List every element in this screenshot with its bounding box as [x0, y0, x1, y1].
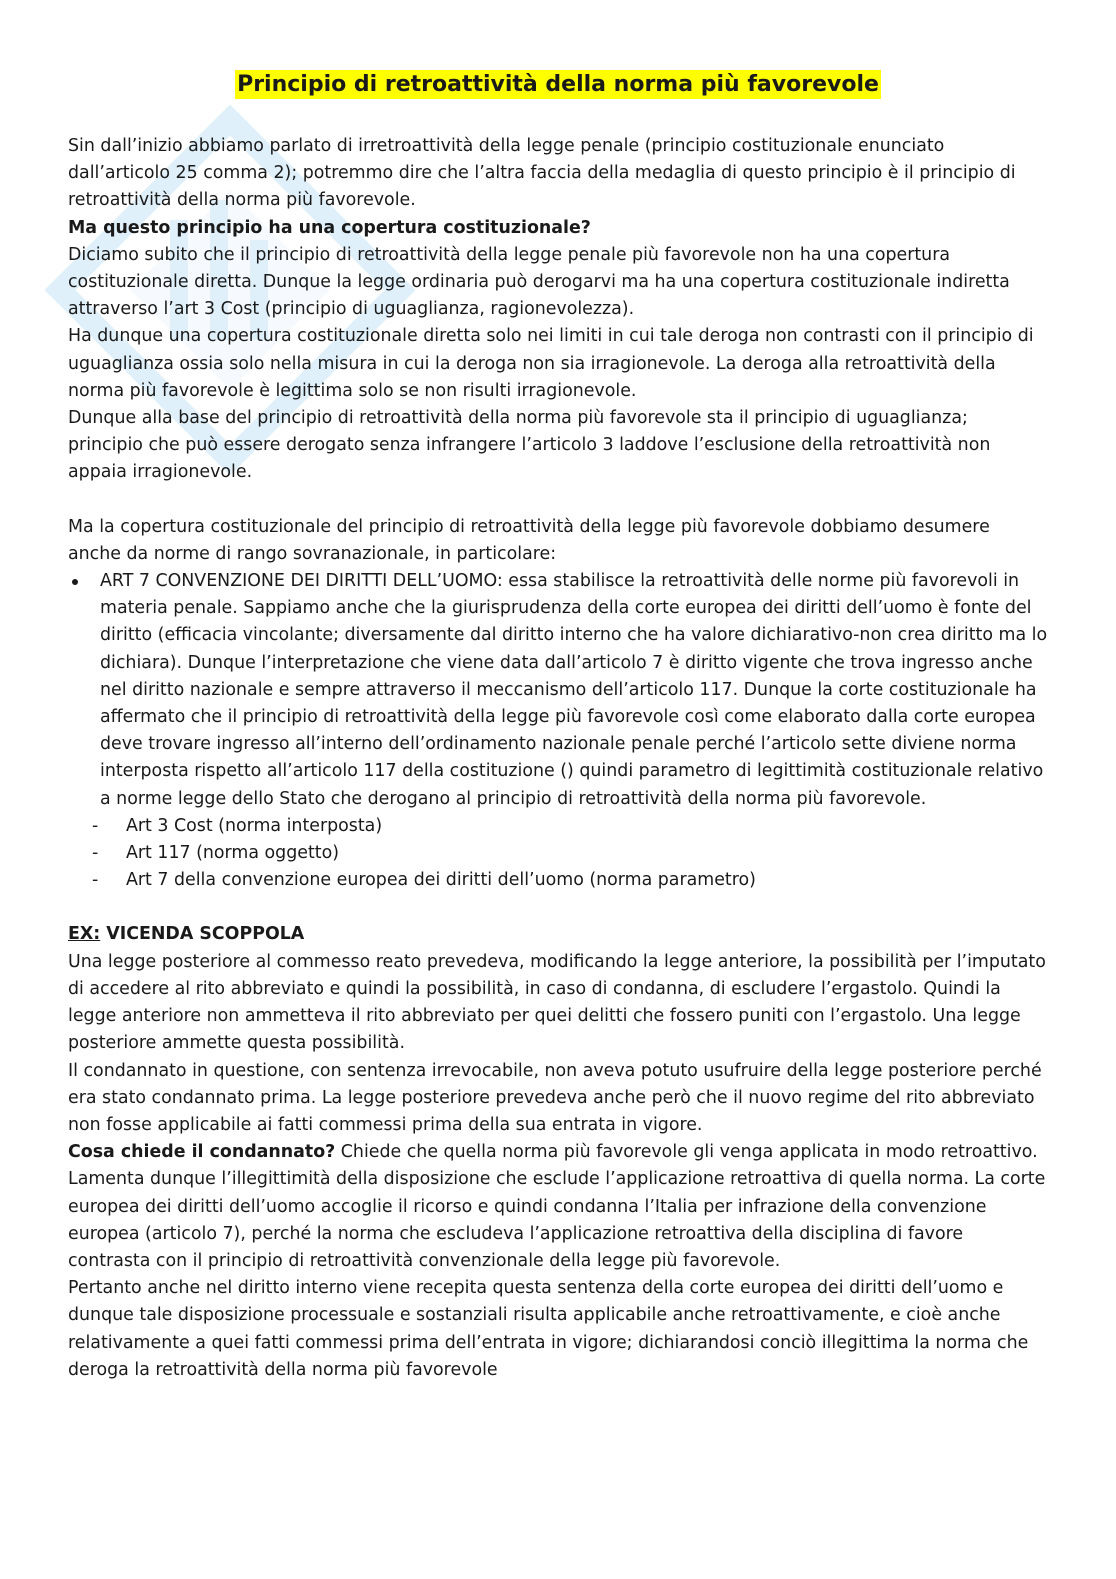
example-answer: Chiede che quella norma più favorevole gli venga applicata in modo retroattivo. Lamenta dunque l’illegittimità della disposizione che esclude l’applicazione retroattiva di quella norma. La corte europea dei diritti dell’uomo accoglie il ricorso e quindi condanna l’Italia per infrazione della convenzione europea (articolo 7), perché la norma che escludeva l’applicazione retroattiva della disciplina di favore contrasta con il principio di retroattività convenzionale della legge più favorevole.	[68, 1142, 1046, 1271]
paragraph-copertura: Diciamo subito che il principio di retroattività della legge penale più favorevole non ha una copertura costituzionale diretta. Dunque la legge ordinaria può derogarvi ma ha una copertura costituzionale indiretta attraverso l’art 3 Cost (principio di uguaglianza, ragionevolezza).	[68, 244, 1010, 320]
dash-item: - Art 7 della convenzione europea dei diritti dell’uomo (norma parametro)	[126, 867, 1048, 894]
bullet-list	[68, 568, 1048, 813]
question-heading: Ma questo principio ha una copertura costituzionale?	[68, 217, 591, 238]
dash-item: - Art 3 Cost (norma interposta)	[126, 813, 1048, 840]
example-paragraph: Pertanto anche nel diritto interno viene recepita questa sentenza della corte europea dei diritti dell’uomo e dunque tale disposizione processuale e sostanziali risulta applicabile anche retroattivamente, e cioè anche relativamente a quei fatti commessi prima dell’entrata in vigore; dichiarandosi conciò illegittima la norma che deroga la retroattività della norma più favorevole	[68, 1278, 1029, 1380]
example-paragraph: Il condannato in questione, con sentenza irrevocabile, non aveva potuto usufruire della legge posteriore perché era stato condannato prima. La legge posteriore prevedeva anche però che il nuovo regime del rito abbreviato non fosse applicabile ai fatti commessi prima della sua entrata in vigore.	[68, 1060, 1042, 1135]
example-paragraph	[68, 1139, 1048, 1275]
document-page	[68, 68, 1048, 1384]
example-question: Cosa chiede il condannato?	[68, 1142, 336, 1163]
example-prefix: EX:	[68, 924, 101, 945]
paragraph-uguaglianza: Dunque alla base del principio di retroattività della norma più favorevole sta il principio di uguaglianza; principio che può essere derogato senza infrangere l’articolo 3 laddove l’esclusione della retroattività non appaia irragionevole.	[68, 408, 991, 483]
paragraph-intro: Sin dall’inizio abbiamo parlato di irretroattività della legge penale (principio costituzionale enunciato dall’articolo 25 comma 2); potremmo dire che l’altra faccia della medaglia di questo principio è il principio di retroattività della norma più favorevole.	[68, 136, 1016, 211]
example-title: VICENDA SCOPPOLA	[100, 924, 305, 945]
paragraph-limiti: Ha dunque una copertura costituzionale diretta solo nei limiti in cui tale deroga non contrasti con il principio di uguaglianza ossia solo nella misura in cui la deroga non sia irragionevole. La deroga alla retroattività della norma più favorevole è legittima solo se non risulti irragionevole.	[68, 326, 1034, 401]
example-heading	[68, 921, 1048, 948]
example-paragraph: Una legge posteriore al commesso reato prevedeva, modificando la legge anteriore, la possibilità per l’imputato di accedere al rito abbreviato e quindi la possibilità, in caso di condanna, di escludere l’ergastolo. Quindi la legge anteriore non ammetteva il rito abbreviato per quei delitti che fossero puniti con l’ergastolo. Una legge posteriore ammette questa possibilità.	[68, 951, 1046, 1054]
dash-list	[68, 813, 1048, 895]
bullet-art7: ART 7 CONVENZIONE DEI DIRITTI DELL’UOMO: essa stabilisce la retroattività delle norme più favorevoli in materia penale. Sappiamo anche che la giurisprudenza della corte europea dei diritti dell’uomo è fonte del diritto (efficacia vincolante; diversamente dal diritto interno che ha valore dichiarativo-non crea diritto ma lo dichiara). Dunque l’interpretazione che viene data dall’articolo 7 è diritto vigente che trova ingresso anche nel diritto nazionale e sempre attraverso il meccanismo dell’articolo 117. Dunque la corte costituzionale ha affermato che il principio di retroattività della legge più favorevole così come elaborato dalla corte europea deve trovare ingresso all’interno dell’ordinamento nazionale penale perché l’articolo sette diviene norma interposta rispetto all’articolo 117 della costituzione () quindi parametro di legittimità costituzionale relativo a norme legge dello Stato che derogano al principio di retroattività della norma più favorevole.	[100, 568, 1048, 813]
page-title: Principio di retroattività della norma più favorevole	[237, 72, 879, 97]
paragraph-sovranazionale: Ma la copertura costituzionale del principio di retroattività della legge più favorevole dobbiamo desumere anche da norme di rango sovranazionale, in particolare:	[68, 516, 990, 564]
dash-item: - Art 117 (norma oggetto)	[126, 840, 1048, 867]
